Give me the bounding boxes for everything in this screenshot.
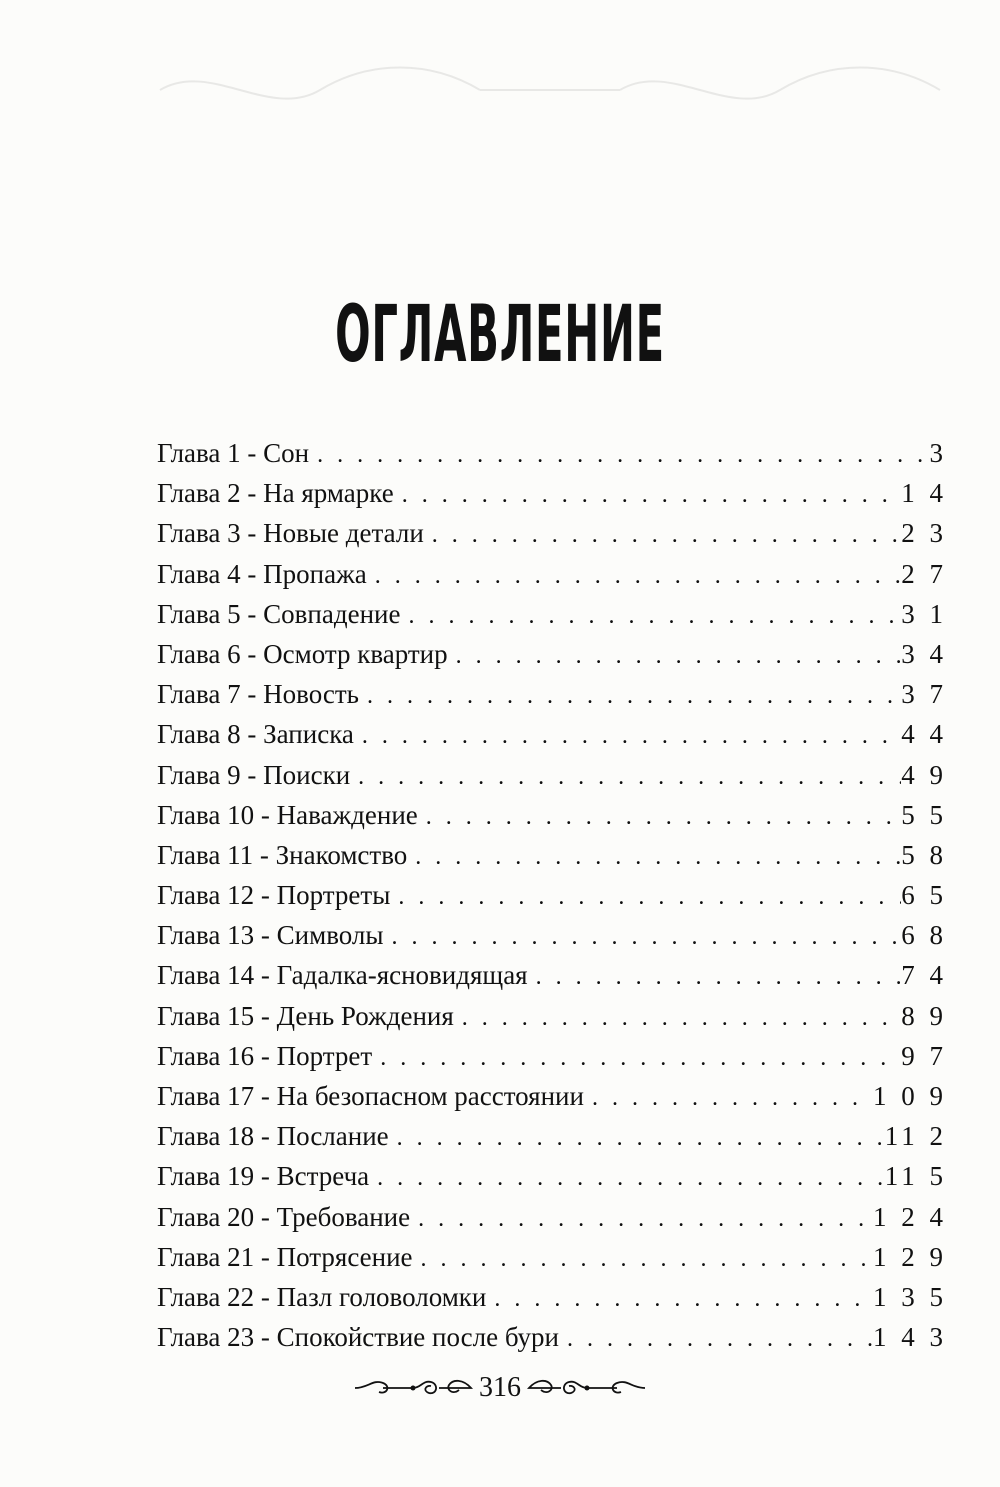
toc-entry-label: Глава 12 - Портреты <box>157 880 391 911</box>
toc-entry-page: 9 7 <box>901 1040 947 1071</box>
toc-entry <box>157 1121 947 1161</box>
toc-entry-page: 3 1 <box>901 598 947 629</box>
toc-entry-label: Глава 13 - Символы <box>157 920 384 951</box>
toc-entry-label: Глава 8 - Записка <box>157 719 354 750</box>
toc-entry <box>157 438 947 478</box>
toc-entry-page: 1 3 5 <box>873 1281 947 1312</box>
toc-dot-leader <box>426 804 901 831</box>
toc-entry <box>157 1081 947 1121</box>
toc-entry-page: 1 0 9 <box>873 1081 947 1111</box>
toc-entry-page: 6 5 <box>901 880 947 911</box>
toc-entry-label: Глава 7 - Новость <box>157 679 359 710</box>
page-footer <box>0 1372 1000 1404</box>
toc-dot-leader <box>362 723 901 750</box>
toc-entry <box>157 559 947 599</box>
toc-entry-label: Глава 18 - Послание <box>157 1121 389 1152</box>
toc-entry-page: 11 5 <box>884 1161 947 1192</box>
toc-entry <box>157 679 947 719</box>
toc-entry-page: 11 2 <box>884 1121 947 1152</box>
toc-dot-leader <box>377 1165 885 1192</box>
toc-dot-leader <box>418 1206 873 1233</box>
toc-entry <box>157 1322 947 1362</box>
toc-entry-label: Глава 3 - Новые детали <box>157 518 424 549</box>
toc-dot-leader <box>392 924 902 951</box>
toc-entry-page: 2 3 <box>901 518 947 549</box>
toc-entry-label: Глава 21 - Потрясение <box>157 1241 413 1272</box>
toc-entry-label: Глава 16 - Портрет <box>157 1040 373 1071</box>
table-of-contents <box>157 438 947 1362</box>
toc-entry-label: Глава 22 - Пазл головоломки <box>157 1281 487 1312</box>
toc-entry-label: Глава 2 - На ярмарке <box>157 478 394 509</box>
toc-entry-label: Глава 20 - Требование <box>157 1201 411 1232</box>
toc-entry-label: Глава 17 - На безопасном расстоянии <box>157 1081 584 1111</box>
toc-entry-label: Глава 19 - Встреча <box>157 1161 370 1192</box>
toc-entry-page: 1 4 <box>901 478 947 509</box>
toc-entry <box>157 719 947 759</box>
toc-dot-leader <box>375 563 902 590</box>
toc-dot-leader <box>592 1085 873 1112</box>
page-title: ОГЛАВЛЕНИЕ <box>335 288 665 380</box>
toc-entry <box>157 880 947 920</box>
toc-dot-leader <box>367 683 901 710</box>
toc-dot-leader <box>456 643 902 670</box>
toc-entry <box>157 800 947 840</box>
toc-entry <box>157 760 947 800</box>
toc-dot-leader <box>536 964 902 991</box>
ornament-flourish-right-icon <box>527 1373 647 1403</box>
toc-dot-leader <box>415 844 901 871</box>
toc-entry-page: 6 8 <box>901 920 947 951</box>
toc-dot-leader <box>397 1125 885 1152</box>
toc-dot-leader <box>402 482 902 509</box>
page-number: 316 <box>479 1372 521 1403</box>
toc-entry <box>157 920 947 960</box>
toc-entry <box>157 478 947 518</box>
toc-entry-page: 8 9 <box>901 1000 947 1031</box>
toc-entry-page: 5 8 <box>901 839 947 870</box>
toc-entry-page: 3 <box>929 438 947 468</box>
toc-entry <box>157 840 947 880</box>
toc-entry-label: Глава 10 - Наваждение <box>157 799 418 830</box>
toc-dot-leader <box>567 1326 873 1353</box>
toc-entry <box>157 1001 947 1041</box>
toc-dot-leader <box>380 1045 901 1072</box>
toc-entry-label: Глава 23 - Спокойствие после бури <box>157 1322 559 1353</box>
toc-entry-label: Глава 1 - Сон <box>157 438 310 468</box>
toc-entry-label: Глава 4 - Пропажа <box>157 558 367 589</box>
toc-entry <box>157 599 947 639</box>
toc-dot-leader <box>432 522 901 549</box>
toc-entry-page: 1 2 4 <box>873 1201 947 1232</box>
toc-dot-leader <box>408 603 901 630</box>
toc-entry <box>157 1161 947 1201</box>
toc-entry-label: Глава 11 - Знакомство <box>157 839 408 870</box>
toc-entry-page: 7 4 <box>901 960 947 991</box>
toc-entry <box>157 1041 947 1081</box>
toc-entry-label: Глава 14 - Гадалка-ясновидящая <box>157 960 528 991</box>
toc-entry-label: Глава 5 - Совпадение <box>157 598 401 629</box>
toc-entry <box>157 1242 947 1282</box>
toc-entry <box>157 1282 947 1322</box>
toc-entry <box>157 1202 947 1242</box>
toc-dot-leader <box>317 442 929 469</box>
toc-entry-page: 1 2 9 <box>873 1241 947 1272</box>
toc-entry <box>157 639 947 679</box>
toc-entry-page: 2 7 <box>901 558 947 589</box>
toc-entry-page: 4 4 <box>901 719 947 750</box>
toc-dot-leader <box>421 1246 873 1273</box>
toc-entry <box>157 518 947 558</box>
toc-dot-leader <box>398 884 901 911</box>
ornament-flourish-left-icon <box>353 1373 473 1403</box>
toc-entry-page: 3 4 <box>901 638 947 669</box>
bleed-through-ornament <box>150 60 950 120</box>
toc-entry-page: 5 5 <box>901 799 947 830</box>
toc-dot-leader <box>358 764 901 791</box>
toc-entry-label: Глава 9 - Поиски <box>157 759 351 790</box>
toc-entry <box>157 960 947 1000</box>
toc-dot-leader <box>494 1286 873 1313</box>
toc-dot-leader <box>462 1005 901 1032</box>
toc-entry-page: 1 4 3 <box>873 1322 947 1353</box>
toc-entry-label: Глава 15 - День Рождения <box>157 1000 454 1031</box>
toc-entry-page: 4 9 <box>901 759 947 790</box>
toc-entry-page: 3 7 <box>901 679 947 710</box>
toc-entry-label: Глава 6 - Осмотр квартир <box>157 638 448 669</box>
